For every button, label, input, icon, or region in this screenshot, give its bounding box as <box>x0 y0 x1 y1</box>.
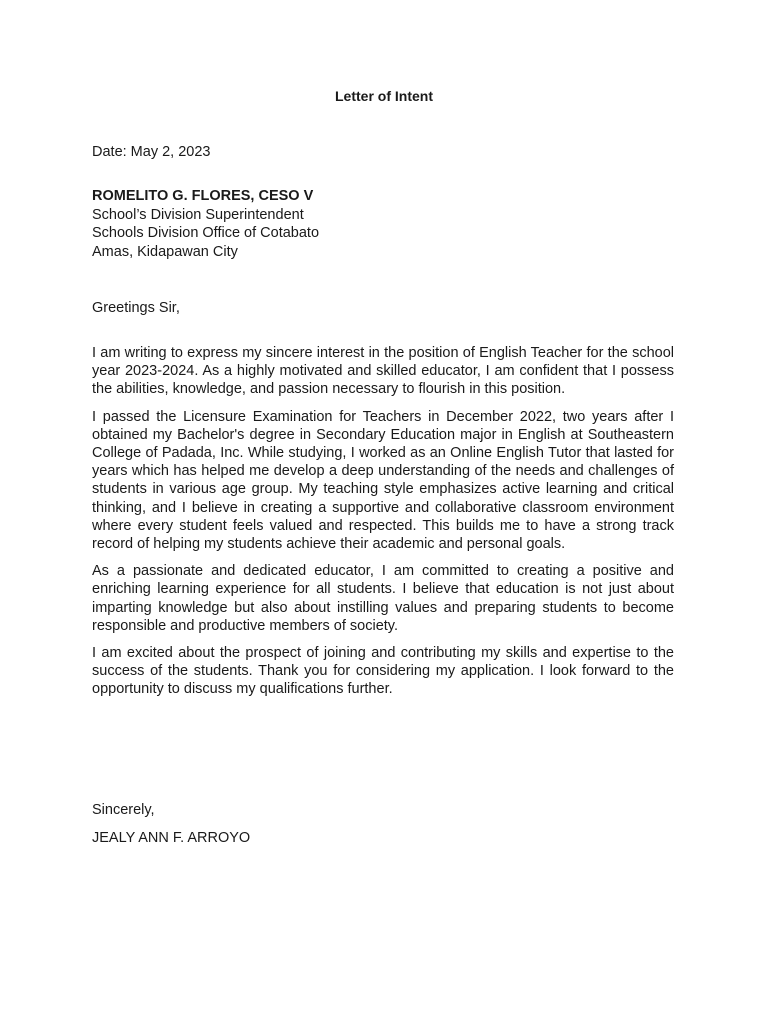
body-paragraph-2: I passed the Licensure Examination for Teachers in December 2022, two years after I obtained my Bachelor's degree in Secondary Education major in English at Southeastern College of Padada, Inc. While studying, I worked as an Online English Tutor that lasted for years which has helped me develop a deep understanding of the needs and challenges of students in various age group. My teaching style emphasizes active learning and critical thinking, and I believe in creating a supportive and collaborative classroom environment where every student feels valued and respected. This builds me to have a strong track record of helping my students achieve their academic and personal goals. <box>92 408 674 553</box>
letter-date: Date: May 2, 2023 <box>92 144 211 160</box>
closing: Sincerely, <box>92 802 155 818</box>
recipient-block <box>92 187 319 261</box>
letter-title: Letter of Intent <box>335 88 433 104</box>
recipient-office: Schools Division Office of Cotabato <box>92 225 320 242</box>
body-paragraph-4: I am excited about the prospect of joining and contributing my skills and expertise to the success of the students. Thank you for considering my application. I look forward to the opportunity to discuss my qualifications further. <box>92 645 674 698</box>
signer-name: JEALY ANN F. ARROYO <box>92 830 251 846</box>
body-paragraph-3: As a passionate and dedicated educator, I am committed to creating a positive and enriching learning experience for all students. I believe that education is not just about imparting knowledge but also about instilling values and preparing students to become responsible and productive members of society. <box>92 563 674 634</box>
recipient-name: ROMELITO G. FLORES, CESO V <box>92 188 314 204</box>
recipient-position: School’s Division Superintendent <box>92 206 304 223</box>
body-paragraph-1: I am writing to express my sincere interest in the position of English Teacher for the school year 2023-2024. As a highly motivated and skilled educator, I am confident that I possess the abilities, knowledge, and passion necessary to flourish in this position. <box>92 345 674 398</box>
letter-body <box>92 344 674 708</box>
greeting: Greetings Sir, <box>92 300 180 316</box>
recipient-address: Amas, Kidapawan City <box>92 243 238 260</box>
